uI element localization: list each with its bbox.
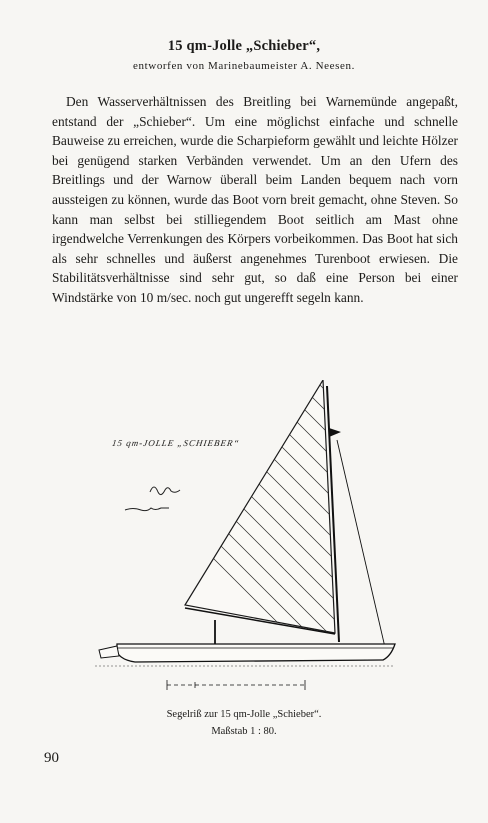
masthead-flag [329,428,341,437]
figure-caption [0,706,488,740]
signature-mark [125,487,180,511]
forestay [337,440,387,656]
page-title: 15 qm-Jolle „Schieber“, [167,38,321,54]
hull [117,644,395,662]
drawing-label: 15 qm-JOLLE „SCHIEBER“ [111,438,241,448]
page-subtitle: entworfen von Marinebaumeister A. Neesen. [133,60,355,72]
scale-bar [167,680,305,690]
sail-plan-drawing [95,380,415,710]
caption-line-1: Segelriß zur 15 qm-Jolle „Schieber“. [166,709,322,720]
caption-line-2: Maßstab 1 : 80. [211,726,277,737]
page-number: 90 [44,750,59,766]
body-paragraph: Den Wasserverhältnissen des Breitling bei Warnemünde angepaßt, entstand der „Schieber“. Um eine möglichst einfache und schnelle Bauweise zu erreichen, wurde die Scharpieform gewählt und leichte Hölzer bei genügend starken Verbänden verwendet. Um an den Ufern des Breitlings und der Warnow überall beim Landen bequem nach vorn aussteigen zu können, wurde das Boot vorn breit gemacht, ohne Steven. So kann man selbst bei stilliegendem Boot seitlich am Mast ohne irgendwelche Verrenkungen des Körpers vorbeikommen. Das Boot hat sich als sehr schnelles und äußerst angenehmes Turenboot erwiesen. Die Stabilitätsverhältnisse sind sehr gut, so daß eine Person bei einer Windstärke von 10 m/sec. noch gut ungerefft segeln kann. [52,94,458,305]
